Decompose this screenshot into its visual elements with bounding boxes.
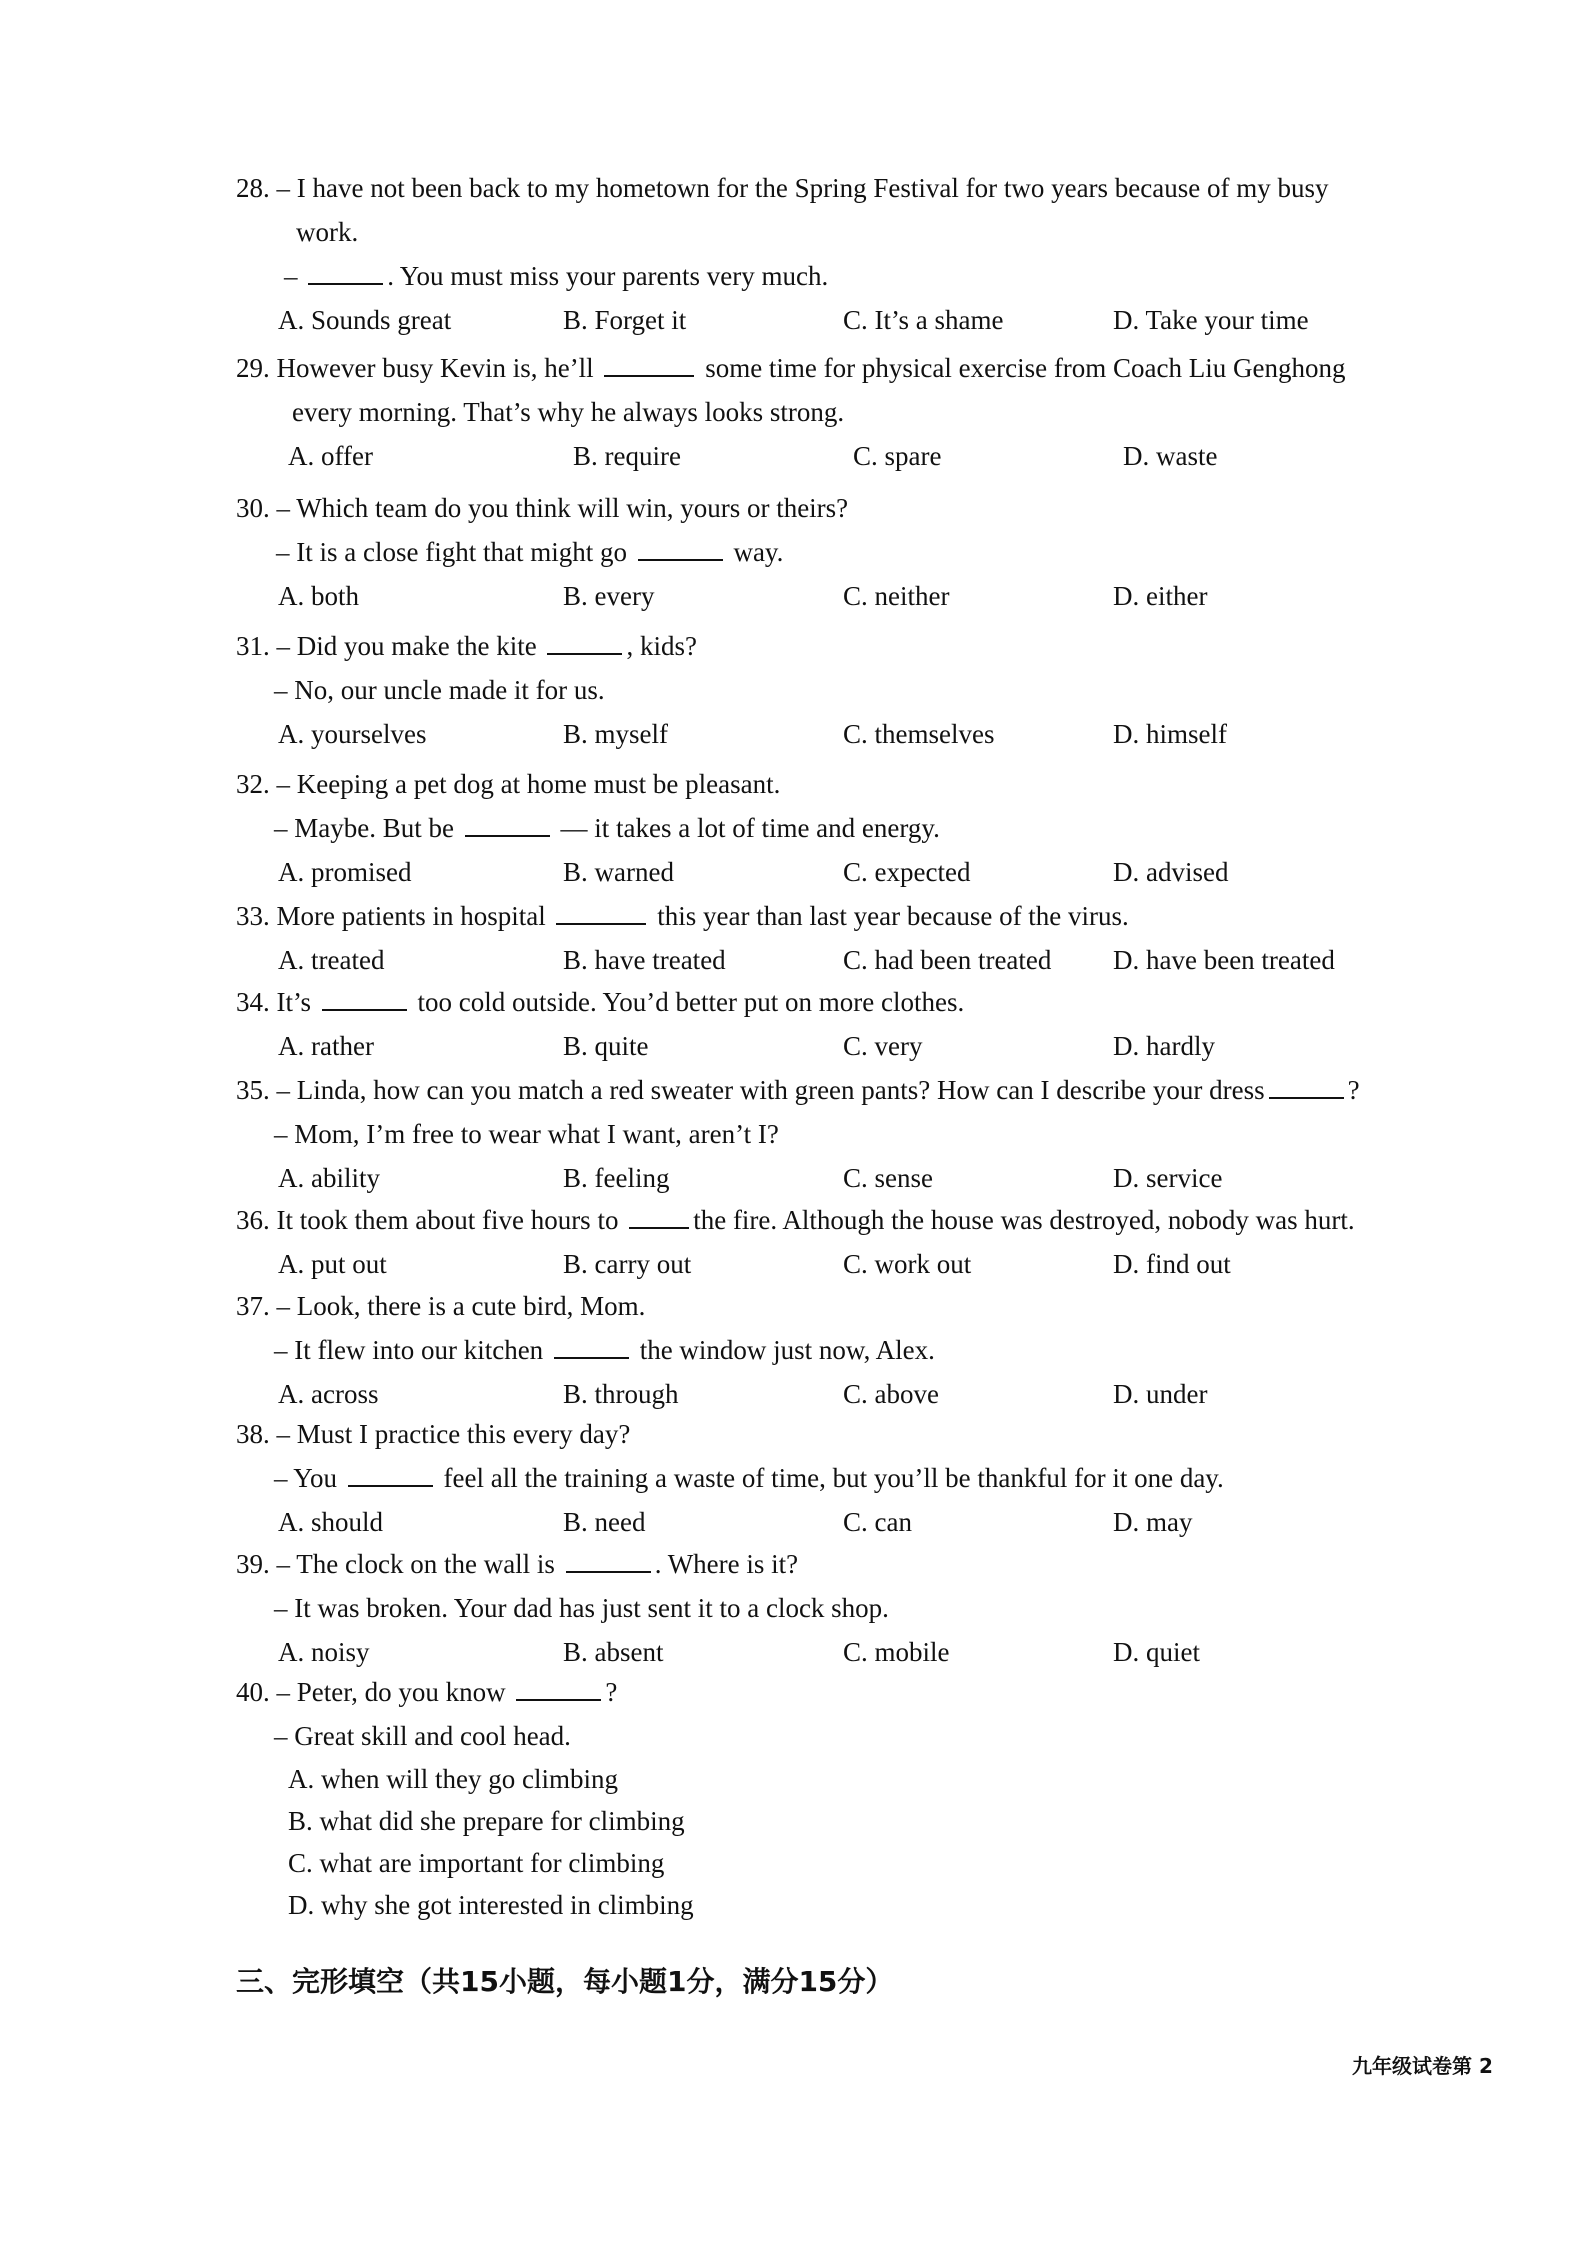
question-text: work. [296, 217, 359, 247]
question-text: – Look, there is a cute bird, Mom. [276, 1291, 646, 1321]
question-number: 34. [236, 987, 270, 1017]
option-d: D. find out [1113, 1249, 1231, 1279]
option-c: C. above [843, 1379, 939, 1409]
answer-blank [547, 627, 622, 655]
answer-blank [516, 1673, 601, 1701]
answer-blank [1269, 1071, 1344, 1099]
question-32 [236, 762, 1466, 894]
question-number: 28. [236, 173, 270, 203]
question-text: some time for physical exercise from Coach Liu Genghong [705, 353, 1346, 383]
option-b: B. warned [563, 857, 674, 887]
option-a: A. should [278, 1507, 384, 1537]
option-a: A. when will they go climbing [288, 1764, 618, 1794]
option-b: B. what did she prepare for climbing [288, 1806, 685, 1836]
question-text: It’s [276, 987, 318, 1017]
question-text: too cold outside. You’d better put on more clothes. [417, 987, 965, 1017]
question-number: 38. [236, 1419, 270, 1449]
question-text: ? [605, 1677, 618, 1707]
question-38 [236, 1412, 1466, 1544]
question-37 [236, 1284, 1466, 1416]
question-31 [236, 624, 1466, 756]
option-b: B. quite [563, 1031, 649, 1061]
question-text: – It was broken. Your dad has just sent it to a clock shop. [274, 1593, 889, 1623]
option-b: B. Forget it [563, 305, 687, 335]
option-a: A. both [278, 581, 359, 611]
question-39 [236, 1542, 1466, 1674]
answer-blank [308, 257, 383, 285]
option-d: D. may [1113, 1507, 1193, 1537]
option-c: C. work out [843, 1249, 972, 1279]
option-c: C. sense [843, 1163, 933, 1193]
option-c: C. spare [853, 441, 942, 471]
option-d: D. under [1113, 1379, 1208, 1409]
question-number: 37. [236, 1291, 270, 1321]
option-d: D. waste [1123, 441, 1218, 471]
option-c: C. what are important for climbing [288, 1848, 665, 1878]
question-text: You must miss your parents very much. [399, 261, 829, 291]
option-b: B. carry out [563, 1249, 692, 1279]
option-d: D. hardly [1113, 1031, 1215, 1061]
section-title: 三、完形填空（共15小题，每小题1分，满分15分） [236, 1965, 894, 1998]
question-text: – Great skill and cool head. [274, 1721, 571, 1751]
question-text: – Which team do you think will win, yours or theirs? [276, 493, 849, 523]
option-a: A. offer [288, 441, 373, 471]
question-33 [236, 894, 1466, 982]
option-b: B. have treated [563, 945, 726, 975]
option-c: C. expected [843, 857, 971, 887]
question-28: 28. – I have not been back to my hometown for the Spring Festival for two years because of my busy work. – . You must miss your parents very much. A. Sounds great B. Forget it C. It’s a shame D. Take your time [236, 166, 1466, 342]
option-d: D. Take your time [1113, 305, 1309, 335]
question-text: – You [274, 1463, 344, 1493]
answer-blank [629, 1201, 689, 1229]
option-a: A. ability [278, 1163, 380, 1193]
option-c: C. neither [843, 581, 950, 611]
option-c: C. can [843, 1507, 912, 1537]
answer-blank [554, 1331, 629, 1359]
answer-blank [556, 897, 646, 925]
option-d: D. quiet [1113, 1637, 1200, 1667]
option-b: B. every [563, 581, 655, 611]
question-34 [236, 980, 1466, 1068]
option-b: B. absent [563, 1637, 664, 1667]
question-number: 35. [236, 1075, 270, 1105]
answer-blank [604, 349, 694, 377]
question-text: – No, our uncle made it for us. [274, 675, 605, 705]
question-text: the fire. Although the house was destroyed, nobody was hurt. [693, 1205, 1355, 1235]
question-number: 31. [236, 631, 270, 661]
question-number: 33. [236, 901, 270, 931]
question-text: – [284, 261, 305, 291]
option-a: A. Sounds great [278, 305, 452, 335]
option-a: A. promised [278, 857, 412, 887]
answer-blank [566, 1545, 651, 1573]
option-d: D. himself [1113, 719, 1227, 749]
option-a: A. rather [278, 1031, 374, 1061]
answer-blank [322, 983, 407, 1011]
question-text: the window just now, Alex. [639, 1335, 935, 1365]
question-text: However busy Kevin is, he’ll [276, 353, 601, 383]
question-number: 36. [236, 1205, 270, 1235]
question-text: ? [1347, 1075, 1360, 1105]
answer-blank [465, 809, 550, 837]
option-b: B. need [563, 1507, 646, 1537]
option-d: D. have been treated [1113, 945, 1335, 975]
answer-blank [348, 1459, 433, 1487]
question-text: this year than last year because of the virus. [657, 901, 1129, 931]
option-b: B. through [563, 1379, 679, 1409]
question-text: – Did you make the kite [276, 631, 544, 661]
answer-blank [638, 533, 723, 561]
question-35 [236, 1068, 1466, 1200]
option-c: C. It’s a shame [843, 305, 1004, 335]
option-c: C. themselves [843, 719, 995, 749]
question-36 [236, 1198, 1466, 1286]
question-text: way. [733, 537, 784, 567]
page-footer: 九年级试卷第 2 [1352, 2054, 1493, 2078]
option-c: C. very [843, 1031, 923, 1061]
option-a: A. put out [278, 1249, 387, 1279]
option-a: A. noisy [278, 1637, 370, 1667]
question-number: 40. [236, 1677, 270, 1707]
question-text: — it takes a lot of time and energy. [560, 813, 940, 843]
option-c: C. had been treated [843, 945, 1052, 975]
option-a: A. treated [278, 945, 385, 975]
question-40 [236, 1670, 1466, 1926]
question-text: – Maybe. But be [274, 813, 461, 843]
option-a: A. across [278, 1379, 379, 1409]
option-a: A. yourselves [278, 719, 427, 749]
question-text: – It flew into our kitchen [274, 1335, 550, 1365]
question-text: – The clock on the wall is [276, 1549, 562, 1579]
question-text: – It is a close fight that might go [276, 537, 634, 567]
option-d: D. either [1113, 581, 1208, 611]
question-number: 32. [236, 769, 270, 799]
question-text: , kids? [626, 631, 697, 661]
question-number: 29. [236, 353, 270, 383]
question-text: More patients in hospital [276, 901, 553, 931]
option-d: D. service [1113, 1163, 1223, 1193]
question-29 [236, 346, 1466, 478]
option-d: D. advised [1113, 857, 1229, 887]
question-30 [236, 486, 1466, 618]
question-text: It took them about five hours to [276, 1205, 626, 1235]
option-c: C. mobile [843, 1637, 950, 1667]
option-b: B. myself [563, 719, 668, 749]
question-text: – Mom, I’m free to wear what I want, aren’t I? [274, 1119, 779, 1149]
question-text: – I have not been back to my hometown for the Spring Festival for two years because of my busy [276, 173, 1329, 203]
question-text: – Linda, how can you match a red sweater with green pants? How can I describe your dress [276, 1075, 1265, 1105]
question-text: . Where is it? [654, 1549, 799, 1579]
question-text: – Peter, do you know [276, 1677, 513, 1707]
question-text: feel all the training a waste of time, but you’ll be thankful for it one day. [443, 1463, 1224, 1493]
question-text: – Keeping a pet dog at home must be pleasant. [276, 769, 781, 799]
question-number: 39. [236, 1549, 270, 1579]
option-b: B. require [573, 441, 681, 471]
option-b: B. feeling [563, 1163, 670, 1193]
question-text: – Must I practice this every day? [276, 1419, 631, 1449]
option-d: D. why she got interested in climbing [288, 1890, 694, 1920]
question-text: every morning. That’s why he always looks strong. [292, 397, 845, 427]
question-number: 30. [236, 493, 270, 523]
